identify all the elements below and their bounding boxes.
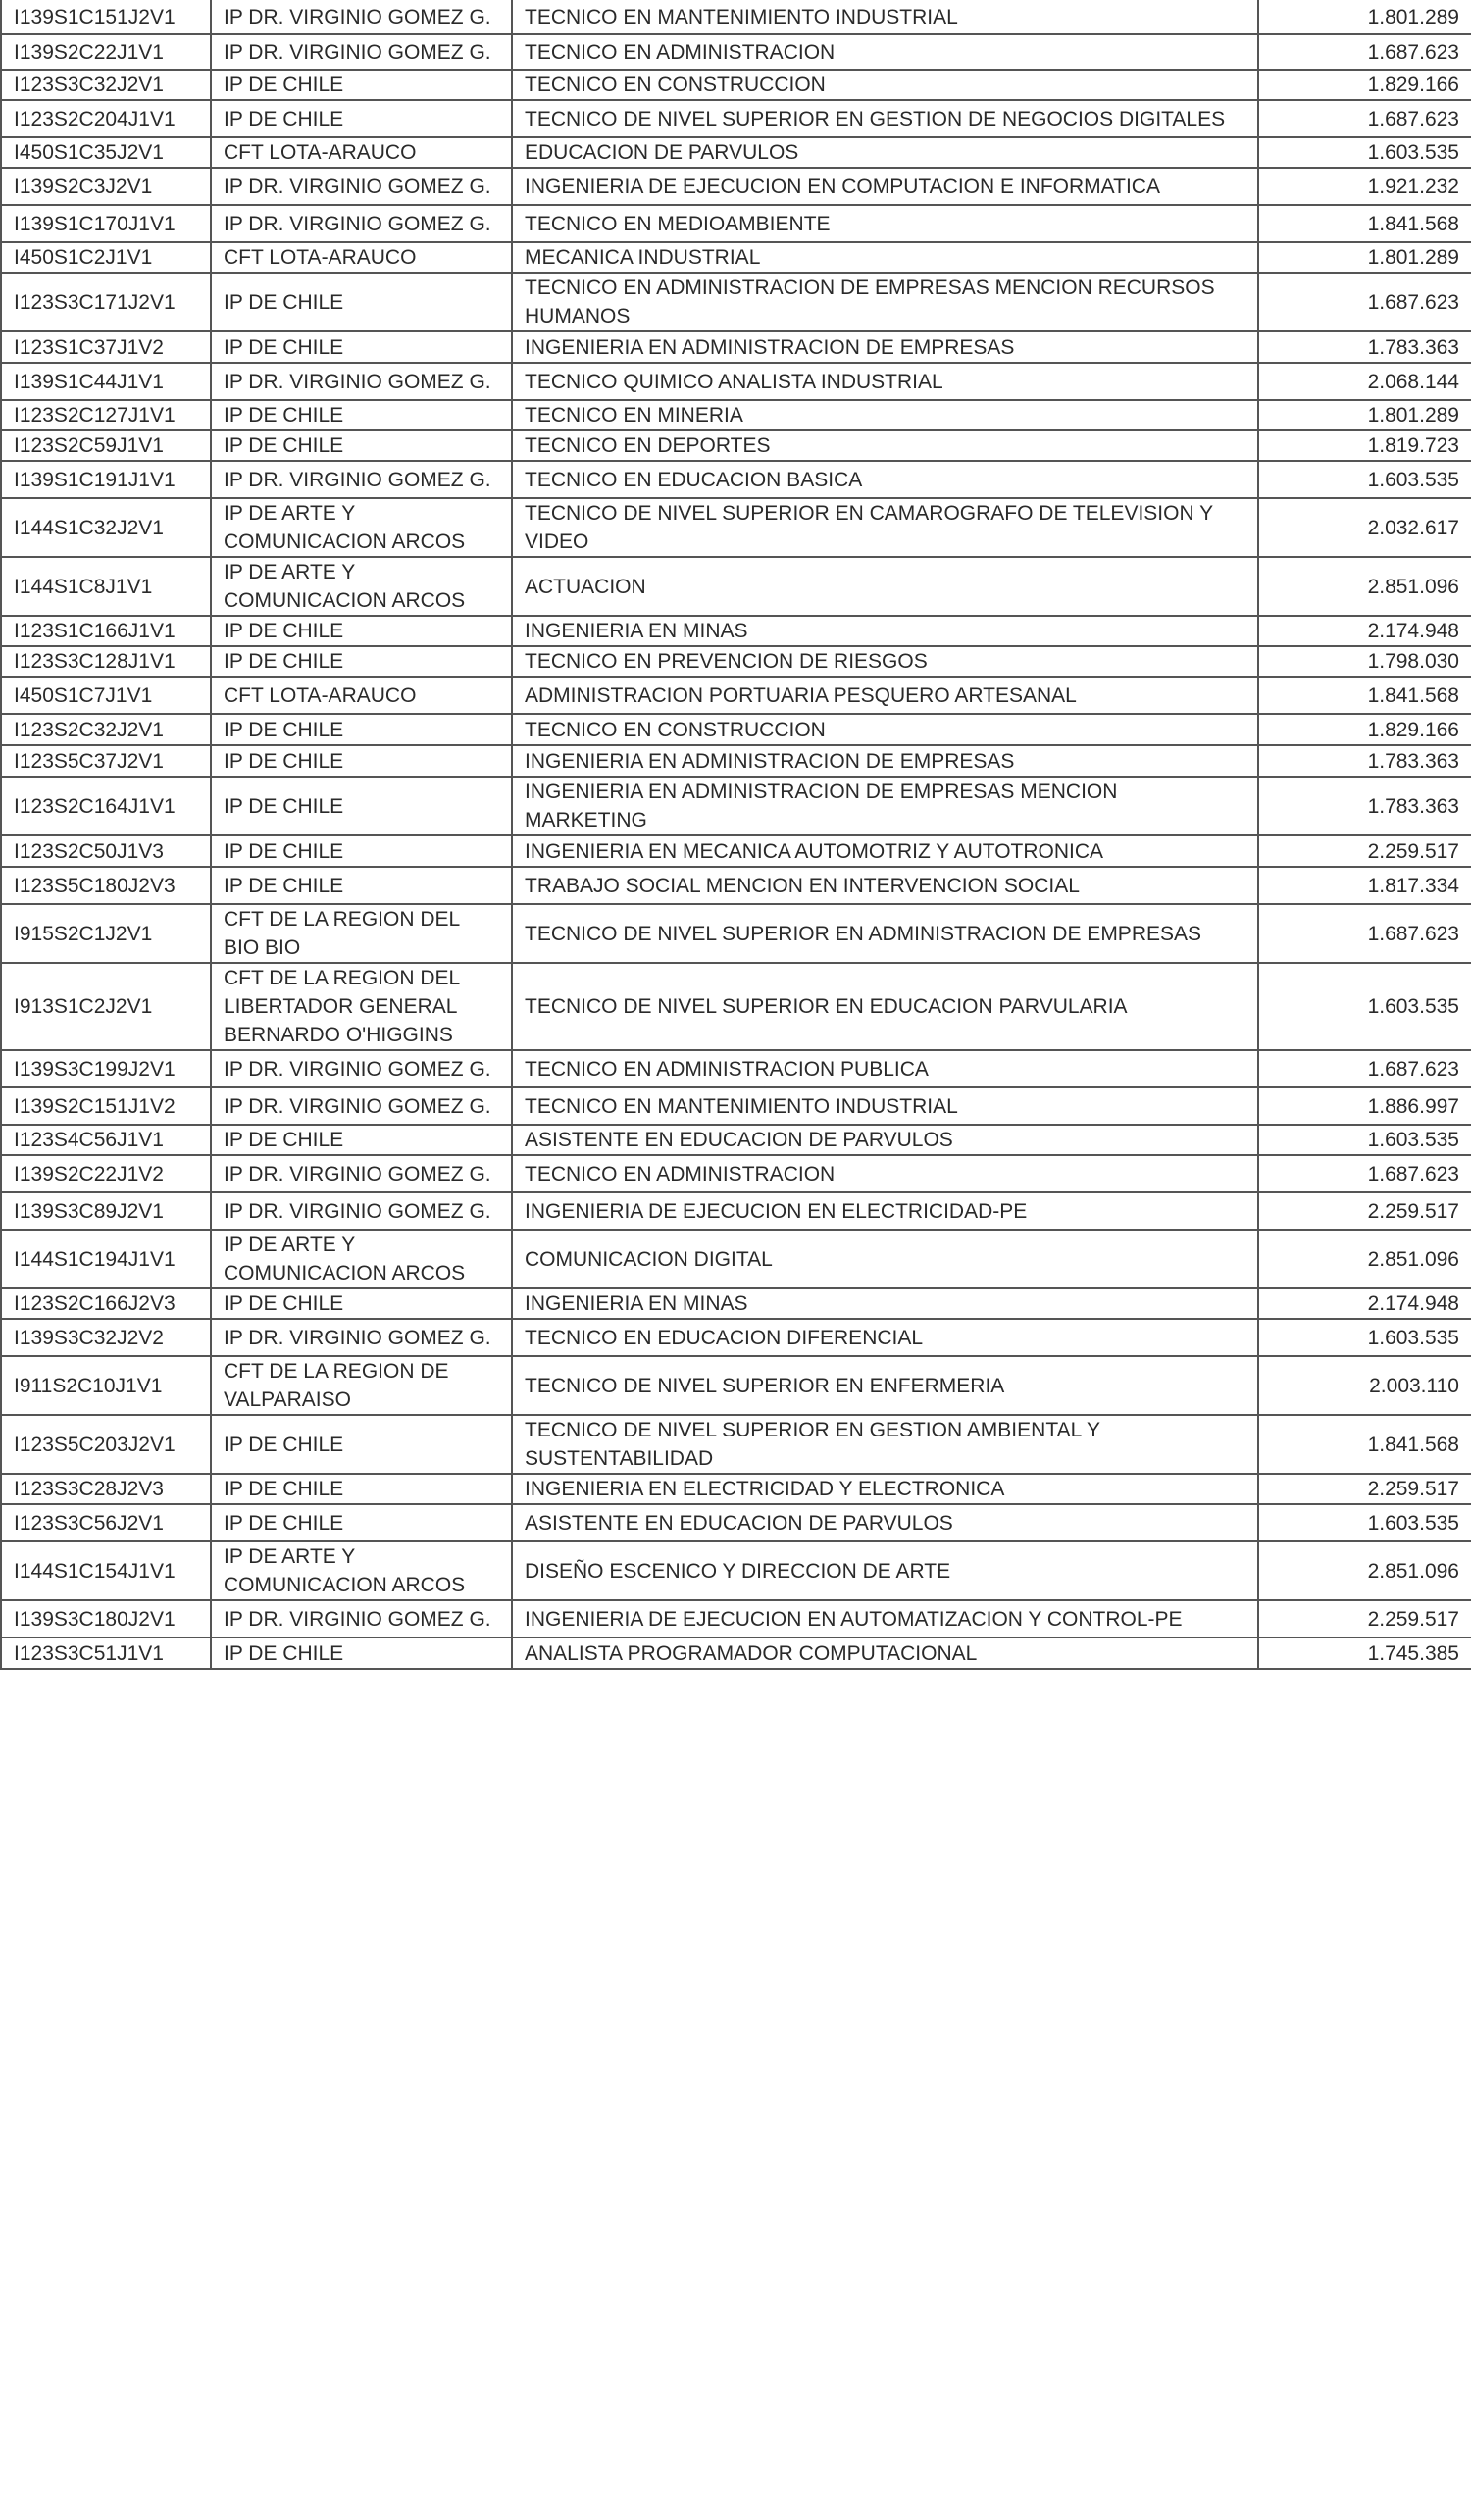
table-row — [1, 835, 1471, 867]
institution-cell: IP DE CHILE — [211, 273, 512, 331]
value-cell: 1.603.535 — [1258, 1125, 1471, 1155]
institution-cell: IP DE CHILE — [211, 777, 512, 835]
code-cell: I144S1C32J2V1 — [1, 498, 211, 557]
program-cell: ASISTENTE EN EDUCACION DE PARVULOS — [512, 1504, 1258, 1541]
institution-cell: IP DR. VIRGINIO GOMEZ G. — [211, 34, 512, 70]
code-cell: I123S5C203J2V1 — [1, 1415, 211, 1474]
value-cell: 2.174.948 — [1258, 1288, 1471, 1319]
code-cell: I450S1C2J1V1 — [1, 242, 211, 273]
table-row — [1, 646, 1471, 677]
table-body — [1, 0, 1471, 1669]
table-row — [1, 498, 1471, 557]
institution-cell: IP DR. VIRGINIO GOMEZ G. — [211, 1087, 512, 1125]
table-row — [1, 1474, 1471, 1504]
program-cell: TECNICO EN EDUCACION DIFERENCIAL — [512, 1319, 1258, 1356]
code-cell: I139S3C180J2V1 — [1, 1600, 211, 1638]
program-cell: TECNICO DE NIVEL SUPERIOR EN GESTION DE NEGOCIOS DIGITALES — [512, 100, 1258, 137]
program-cell: TRABAJO SOCIAL MENCION EN INTERVENCION SOCIAL — [512, 867, 1258, 904]
institution-cell: IP DE CHILE — [211, 1288, 512, 1319]
program-cell: TECNICO EN ADMINISTRACION — [512, 34, 1258, 70]
institution-cell: IP DE CHILE — [211, 1504, 512, 1541]
value-cell: 1.801.289 — [1258, 242, 1471, 273]
program-cell: TECNICO EN EDUCACION BASICA — [512, 461, 1258, 498]
code-cell: I915S2C1J2V1 — [1, 904, 211, 963]
value-cell: 2.259.517 — [1258, 1192, 1471, 1230]
program-cell: TECNICO EN MANTENIMIENTO INDUSTRIAL — [512, 1087, 1258, 1125]
value-cell: 2.259.517 — [1258, 1600, 1471, 1638]
value-cell: 2.851.096 — [1258, 1541, 1471, 1600]
value-cell: 1.687.623 — [1258, 904, 1471, 963]
institution-cell: IP DR. VIRGINIO GOMEZ G. — [211, 1155, 512, 1192]
program-cell: TECNICO EN MANTENIMIENTO INDUSTRIAL — [512, 0, 1258, 34]
program-cell: ASISTENTE EN EDUCACION DE PARVULOS — [512, 1125, 1258, 1155]
program-cell: TECNICO EN CONSTRUCCION — [512, 70, 1258, 100]
table-row — [1, 677, 1471, 714]
institution-cell: IP DR. VIRGINIO GOMEZ G. — [211, 1192, 512, 1230]
institution-cell: IP DE CHILE — [211, 100, 512, 137]
code-cell: I123S3C51J1V1 — [1, 1638, 211, 1669]
table-row — [1, 1192, 1471, 1230]
code-cell: I139S2C22J1V2 — [1, 1155, 211, 1192]
code-cell: I123S4C56J1V1 — [1, 1125, 211, 1155]
program-cell: TECNICO DE NIVEL SUPERIOR EN EDUCACION PARVULARIA — [512, 963, 1258, 1050]
table-row — [1, 70, 1471, 100]
table-row — [1, 1050, 1471, 1087]
program-cell: INGENIERIA EN MINAS — [512, 1288, 1258, 1319]
value-cell: 2.174.948 — [1258, 616, 1471, 646]
program-cell: EDUCACION DE PARVULOS — [512, 137, 1258, 168]
program-cell: INGENIERIA EN ADMINISTRACION DE EMPRESAS — [512, 331, 1258, 363]
value-cell: 1.801.289 — [1258, 0, 1471, 34]
program-cell: TECNICO EN ADMINISTRACION PUBLICA — [512, 1050, 1258, 1087]
table-row — [1, 34, 1471, 70]
code-cell: I123S3C128J1V1 — [1, 646, 211, 677]
program-cell: INGENIERIA EN ELECTRICIDAD Y ELECTRONICA — [512, 1474, 1258, 1504]
code-cell: I123S3C171J2V1 — [1, 273, 211, 331]
table-row — [1, 745, 1471, 777]
value-cell: 1.603.535 — [1258, 963, 1471, 1050]
code-cell: I139S1C151J2V1 — [1, 0, 211, 34]
institution-cell: IP DE CHILE — [211, 714, 512, 745]
program-cell: TECNICO EN ADMINISTRACION — [512, 1155, 1258, 1192]
code-cell: I139S2C3J2V1 — [1, 168, 211, 205]
value-cell: 2.851.096 — [1258, 557, 1471, 616]
value-cell: 2.259.517 — [1258, 1474, 1471, 1504]
value-cell: 1.841.568 — [1258, 205, 1471, 242]
program-cell: TECNICO EN MEDIOAMBIENTE — [512, 205, 1258, 242]
program-cell: TECNICO EN PREVENCION DE RIESGOS — [512, 646, 1258, 677]
value-cell: 1.687.623 — [1258, 1050, 1471, 1087]
value-cell: 2.851.096 — [1258, 1230, 1471, 1288]
table-row — [1, 1504, 1471, 1541]
table-row — [1, 331, 1471, 363]
program-cell: DISEÑO ESCENICO Y DIRECCION DE ARTE — [512, 1541, 1258, 1600]
program-cell: TECNICO DE NIVEL SUPERIOR EN ENFERMERIA — [512, 1356, 1258, 1415]
value-cell: 1.829.166 — [1258, 70, 1471, 100]
institution-cell: IP DE ARTE Y COMUNICACION ARCOS — [211, 1541, 512, 1600]
table-row — [1, 168, 1471, 205]
code-cell: I139S3C32J2V2 — [1, 1319, 211, 1356]
institution-cell: IP DR. VIRGINIO GOMEZ G. — [211, 1319, 512, 1356]
value-cell: 1.801.289 — [1258, 400, 1471, 430]
institution-cell: IP DE CHILE — [211, 331, 512, 363]
value-cell: 1.603.535 — [1258, 1319, 1471, 1356]
code-cell: I123S5C180J2V3 — [1, 867, 211, 904]
institution-cell: IP DR. VIRGINIO GOMEZ G. — [211, 168, 512, 205]
table-row — [1, 1600, 1471, 1638]
table-row — [1, 1125, 1471, 1155]
code-cell: I139S2C151J1V2 — [1, 1087, 211, 1125]
value-cell: 1.687.623 — [1258, 34, 1471, 70]
table-row — [1, 904, 1471, 963]
code-cell: I139S1C44J1V1 — [1, 363, 211, 400]
code-cell: I450S1C35J2V1 — [1, 137, 211, 168]
value-cell: 2.068.144 — [1258, 363, 1471, 400]
institution-cell: CFT DE LA REGION DE VALPARAISO — [211, 1356, 512, 1415]
value-cell: 1.687.623 — [1258, 100, 1471, 137]
program-cell: ADMINISTRACION PORTUARIA PESQUERO ARTESANAL — [512, 677, 1258, 714]
program-cell: ACTUACION — [512, 557, 1258, 616]
table-row — [1, 461, 1471, 498]
table-row — [1, 867, 1471, 904]
program-cell: INGENIERIA DE EJECUCION EN ELECTRICIDAD-PE — [512, 1192, 1258, 1230]
table-row — [1, 205, 1471, 242]
value-cell: 1.841.568 — [1258, 1415, 1471, 1474]
institution-cell: IP DE ARTE Y COMUNICACION ARCOS — [211, 557, 512, 616]
code-cell: I123S3C56J2V1 — [1, 1504, 211, 1541]
table-row — [1, 1288, 1471, 1319]
value-cell: 1.783.363 — [1258, 331, 1471, 363]
value-cell: 1.603.535 — [1258, 461, 1471, 498]
value-cell: 2.032.617 — [1258, 498, 1471, 557]
institution-cell: CFT LOTA-ARAUCO — [211, 677, 512, 714]
table-row — [1, 242, 1471, 273]
program-cell: TECNICO EN ADMINISTRACION DE EMPRESAS MENCION RECURSOS HUMANOS — [512, 273, 1258, 331]
institution-cell: IP DE CHILE — [211, 867, 512, 904]
program-cell: INGENIERIA EN MECANICA AUTOMOTRIZ Y AUTOTRONICA — [512, 835, 1258, 867]
table-row — [1, 557, 1471, 616]
table-row — [1, 273, 1471, 331]
table-row — [1, 100, 1471, 137]
institution-cell: IP DE CHILE — [211, 400, 512, 430]
value-cell: 1.603.535 — [1258, 1504, 1471, 1541]
value-cell: 1.783.363 — [1258, 745, 1471, 777]
program-cell: TECNICO DE NIVEL SUPERIOR EN ADMINISTRACION DE EMPRESAS — [512, 904, 1258, 963]
program-cell: INGENIERIA DE EJECUCION EN AUTOMATIZACION Y CONTROL-PE — [512, 1600, 1258, 1638]
code-cell: I123S3C28J2V3 — [1, 1474, 211, 1504]
program-cell: INGENIERIA EN ADMINISTRACION DE EMPRESAS MENCION MARKETING — [512, 777, 1258, 835]
institution-cell: CFT LOTA-ARAUCO — [211, 137, 512, 168]
table-row — [1, 1415, 1471, 1474]
code-cell: I123S2C59J1V1 — [1, 430, 211, 461]
table-row — [1, 777, 1471, 835]
code-cell: I139S3C199J2V1 — [1, 1050, 211, 1087]
table-row — [1, 430, 1471, 461]
program-cell: TECNICO DE NIVEL SUPERIOR EN GESTION AMBIENTAL Y SUSTENTABILIDAD — [512, 1415, 1258, 1474]
program-cell: INGENIERIA EN ADMINISTRACION DE EMPRESAS — [512, 745, 1258, 777]
institution-cell: IP DE CHILE — [211, 1638, 512, 1669]
value-cell: 1.819.723 — [1258, 430, 1471, 461]
table-row — [1, 1356, 1471, 1415]
code-cell: I139S2C22J1V1 — [1, 34, 211, 70]
code-cell: I123S2C32J2V1 — [1, 714, 211, 745]
table-row — [1, 616, 1471, 646]
program-cell: TECNICO EN CONSTRUCCION — [512, 714, 1258, 745]
table-row — [1, 714, 1471, 745]
code-cell: I123S2C166J2V3 — [1, 1288, 211, 1319]
institution-cell: IP DR. VIRGINIO GOMEZ G. — [211, 1600, 512, 1638]
institution-cell: IP DE CHILE — [211, 646, 512, 677]
table-row — [1, 400, 1471, 430]
value-cell: 1.798.030 — [1258, 646, 1471, 677]
institution-cell: IP DE CHILE — [211, 430, 512, 461]
code-cell: I123S1C37J1V2 — [1, 331, 211, 363]
table-row — [1, 137, 1471, 168]
value-cell: 1.921.232 — [1258, 168, 1471, 205]
code-cell: I123S2C50J1V3 — [1, 835, 211, 867]
institution-cell: IP DE CHILE — [211, 1125, 512, 1155]
table-row — [1, 1541, 1471, 1600]
code-cell: I123S5C37J2V1 — [1, 745, 211, 777]
program-cell: TECNICO EN DEPORTES — [512, 430, 1258, 461]
institution-cell: IP DR. VIRGINIO GOMEZ G. — [211, 205, 512, 242]
program-cell: ANALISTA PROGRAMADOR COMPUTACIONAL — [512, 1638, 1258, 1669]
value-cell: 1.829.166 — [1258, 714, 1471, 745]
value-cell: 1.687.623 — [1258, 273, 1471, 331]
institution-cell: IP DE CHILE — [211, 616, 512, 646]
institution-cell: IP DE ARTE Y COMUNICACION ARCOS — [211, 1230, 512, 1288]
code-cell: I123S2C164J1V1 — [1, 777, 211, 835]
program-cell: TECNICO EN MINERIA — [512, 400, 1258, 430]
value-cell: 1.603.535 — [1258, 137, 1471, 168]
institution-cell: IP DE ARTE Y COMUNICACION ARCOS — [211, 498, 512, 557]
code-cell: I913S1C2J2V1 — [1, 963, 211, 1050]
value-cell: 2.003.110 — [1258, 1356, 1471, 1415]
institution-cell: IP DR. VIRGINIO GOMEZ G. — [211, 363, 512, 400]
value-cell: 1.687.623 — [1258, 1155, 1471, 1192]
table-row — [1, 1638, 1471, 1669]
institution-cell: IP DR. VIRGINIO GOMEZ G. — [211, 1050, 512, 1087]
value-cell: 1.745.385 — [1258, 1638, 1471, 1669]
table-row — [1, 1155, 1471, 1192]
code-cell: I139S1C191J1V1 — [1, 461, 211, 498]
institution-cell: CFT DE LA REGION DEL BIO BIO — [211, 904, 512, 963]
table-row — [1, 963, 1471, 1050]
code-cell: I450S1C7J1V1 — [1, 677, 211, 714]
institution-cell: IP DR. VIRGINIO GOMEZ G. — [211, 461, 512, 498]
code-cell: I144S1C8J1V1 — [1, 557, 211, 616]
institution-cell: CFT LOTA-ARAUCO — [211, 242, 512, 273]
program-cell: INGENIERIA EN MINAS — [512, 616, 1258, 646]
value-cell: 2.259.517 — [1258, 835, 1471, 867]
code-cell: I139S3C89J2V1 — [1, 1192, 211, 1230]
table-row — [1, 1230, 1471, 1288]
program-cell: TECNICO QUIMICO ANALISTA INDUSTRIAL — [512, 363, 1258, 400]
institution-cell: IP DE CHILE — [211, 1415, 512, 1474]
table-row — [1, 363, 1471, 400]
value-cell: 1.841.568 — [1258, 677, 1471, 714]
code-cell: I144S1C194J1V1 — [1, 1230, 211, 1288]
institution-cell: CFT DE LA REGION DEL LIBERTADOR GENERAL BERNARDO O'HIGGINS — [211, 963, 512, 1050]
table-row — [1, 1087, 1471, 1125]
institution-cell: IP DE CHILE — [211, 745, 512, 777]
code-cell: I144S1C154J1V1 — [1, 1541, 211, 1600]
code-cell: I123S2C127J1V1 — [1, 400, 211, 430]
institution-cell: IP DR. VIRGINIO GOMEZ G. — [211, 0, 512, 34]
code-cell: I139S1C170J1V1 — [1, 205, 211, 242]
table-row — [1, 1319, 1471, 1356]
value-cell: 1.886.997 — [1258, 1087, 1471, 1125]
code-cell: I123S1C166J1V1 — [1, 616, 211, 646]
program-cell: MECANICA INDUSTRIAL — [512, 242, 1258, 273]
code-cell: I123S3C32J2V1 — [1, 70, 211, 100]
institution-cell: IP DE CHILE — [211, 70, 512, 100]
code-cell: I911S2C10J1V1 — [1, 1356, 211, 1415]
value-cell: 1.783.363 — [1258, 777, 1471, 835]
program-cell: INGENIERIA DE EJECUCION EN COMPUTACION E INFORMATICA — [512, 168, 1258, 205]
code-cell: I123S2C204J1V1 — [1, 100, 211, 137]
program-cell: TECNICO DE NIVEL SUPERIOR EN CAMAROGRAFO DE TELEVISION Y VIDEO — [512, 498, 1258, 557]
program-cell: COMUNICACION DIGITAL — [512, 1230, 1258, 1288]
table-row — [1, 0, 1471, 34]
value-cell: 1.817.334 — [1258, 867, 1471, 904]
institution-cell: IP DE CHILE — [211, 835, 512, 867]
institution-cell: IP DE CHILE — [211, 1474, 512, 1504]
